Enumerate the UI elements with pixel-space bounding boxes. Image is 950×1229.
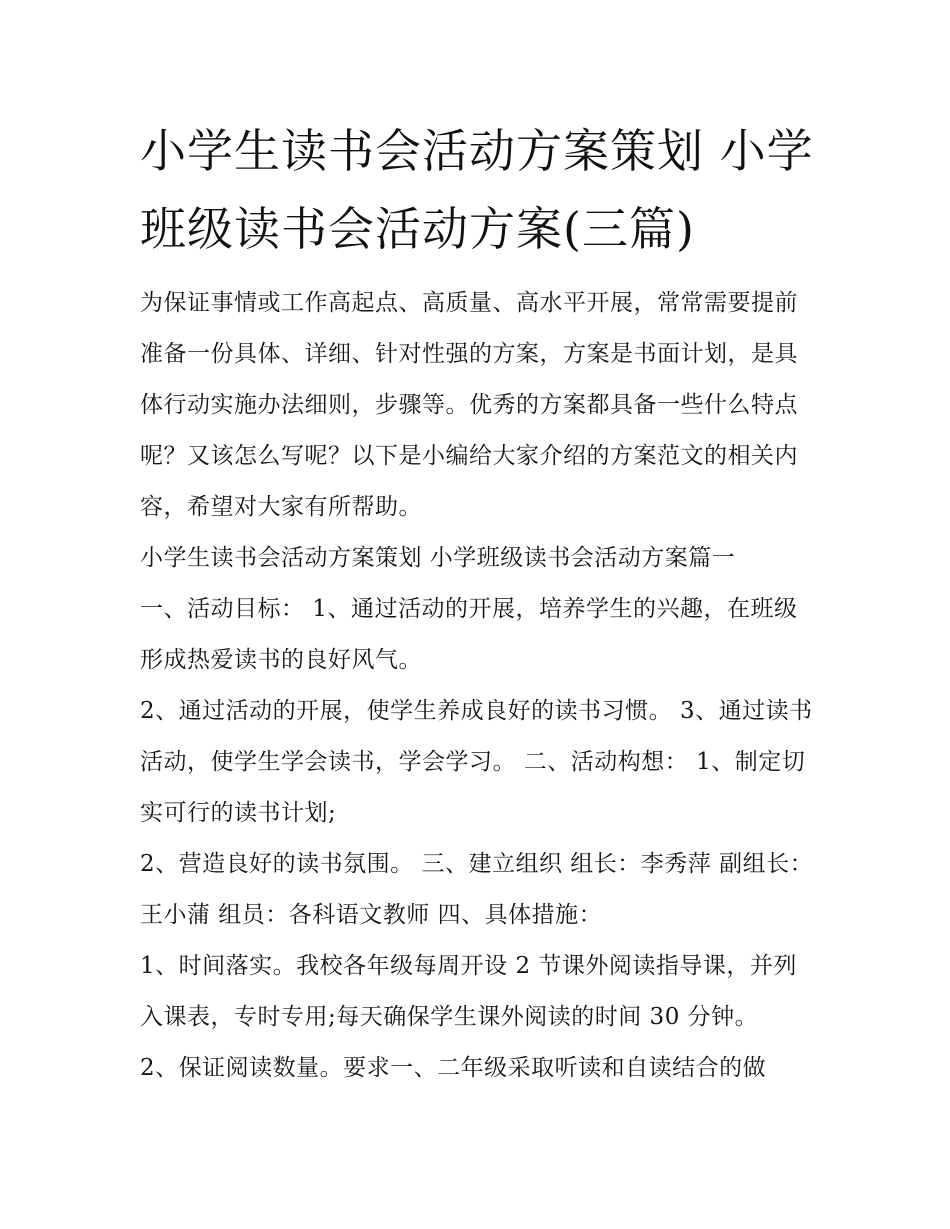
document-title: 小学生读书会活动方案策划 小学班级读书会活动方案(三篇) <box>140 124 814 256</box>
paragraph-reading-quantity: 2、保证阅读数量。要求一、二年级采取听读和自读结合的做 <box>140 1055 767 1081</box>
paragraph-time-arrangement: 1、时间落实。我校各年级每周开设 2 节课外阅读指导课，并列入课表，专时专用;每天确保学生课外阅读的时间 30 分钟。 <box>140 953 797 1030</box>
paragraph-section-heading: 小学生读书会活动方案策划 小学班级读书会活动方案篇一 <box>140 545 736 571</box>
paragraph-habits-and-plan: 2、通过活动的开展，使学生养成良好的读书习惯。 3、通过读书活动，使学生学会读书，学会学习。 二、活动构想： 1、制定切实可行的读书计划; <box>140 698 813 826</box>
paragraph-atmosphere-and-organization: 2、营造良好的读书氛围。 三、建立组织 组长：李秀萍 副组长：王小蒲 组员：各科语文教师 四、具体措施： <box>140 851 814 928</box>
paragraph-activity-goal: 一、活动目标： 1、通过活动的开展，培养学生的兴趣，在班级形成热爱读书的良好风气。 <box>140 596 798 673</box>
document-body <box>140 278 820 1094</box>
paragraph-intro: 为保证事情或工作高起点、高质量、高水平开展，常常需要提前准备一份具体、详细、针对性强的方案，方案是书面计划，是具体行动实施办法细则，步骤等。优秀的方案都具备一些什么特点呢？又该怎么写呢？以下是小编给大家介绍的方案范文的相关内容，希望对大家有所帮助。 <box>140 290 798 520</box>
